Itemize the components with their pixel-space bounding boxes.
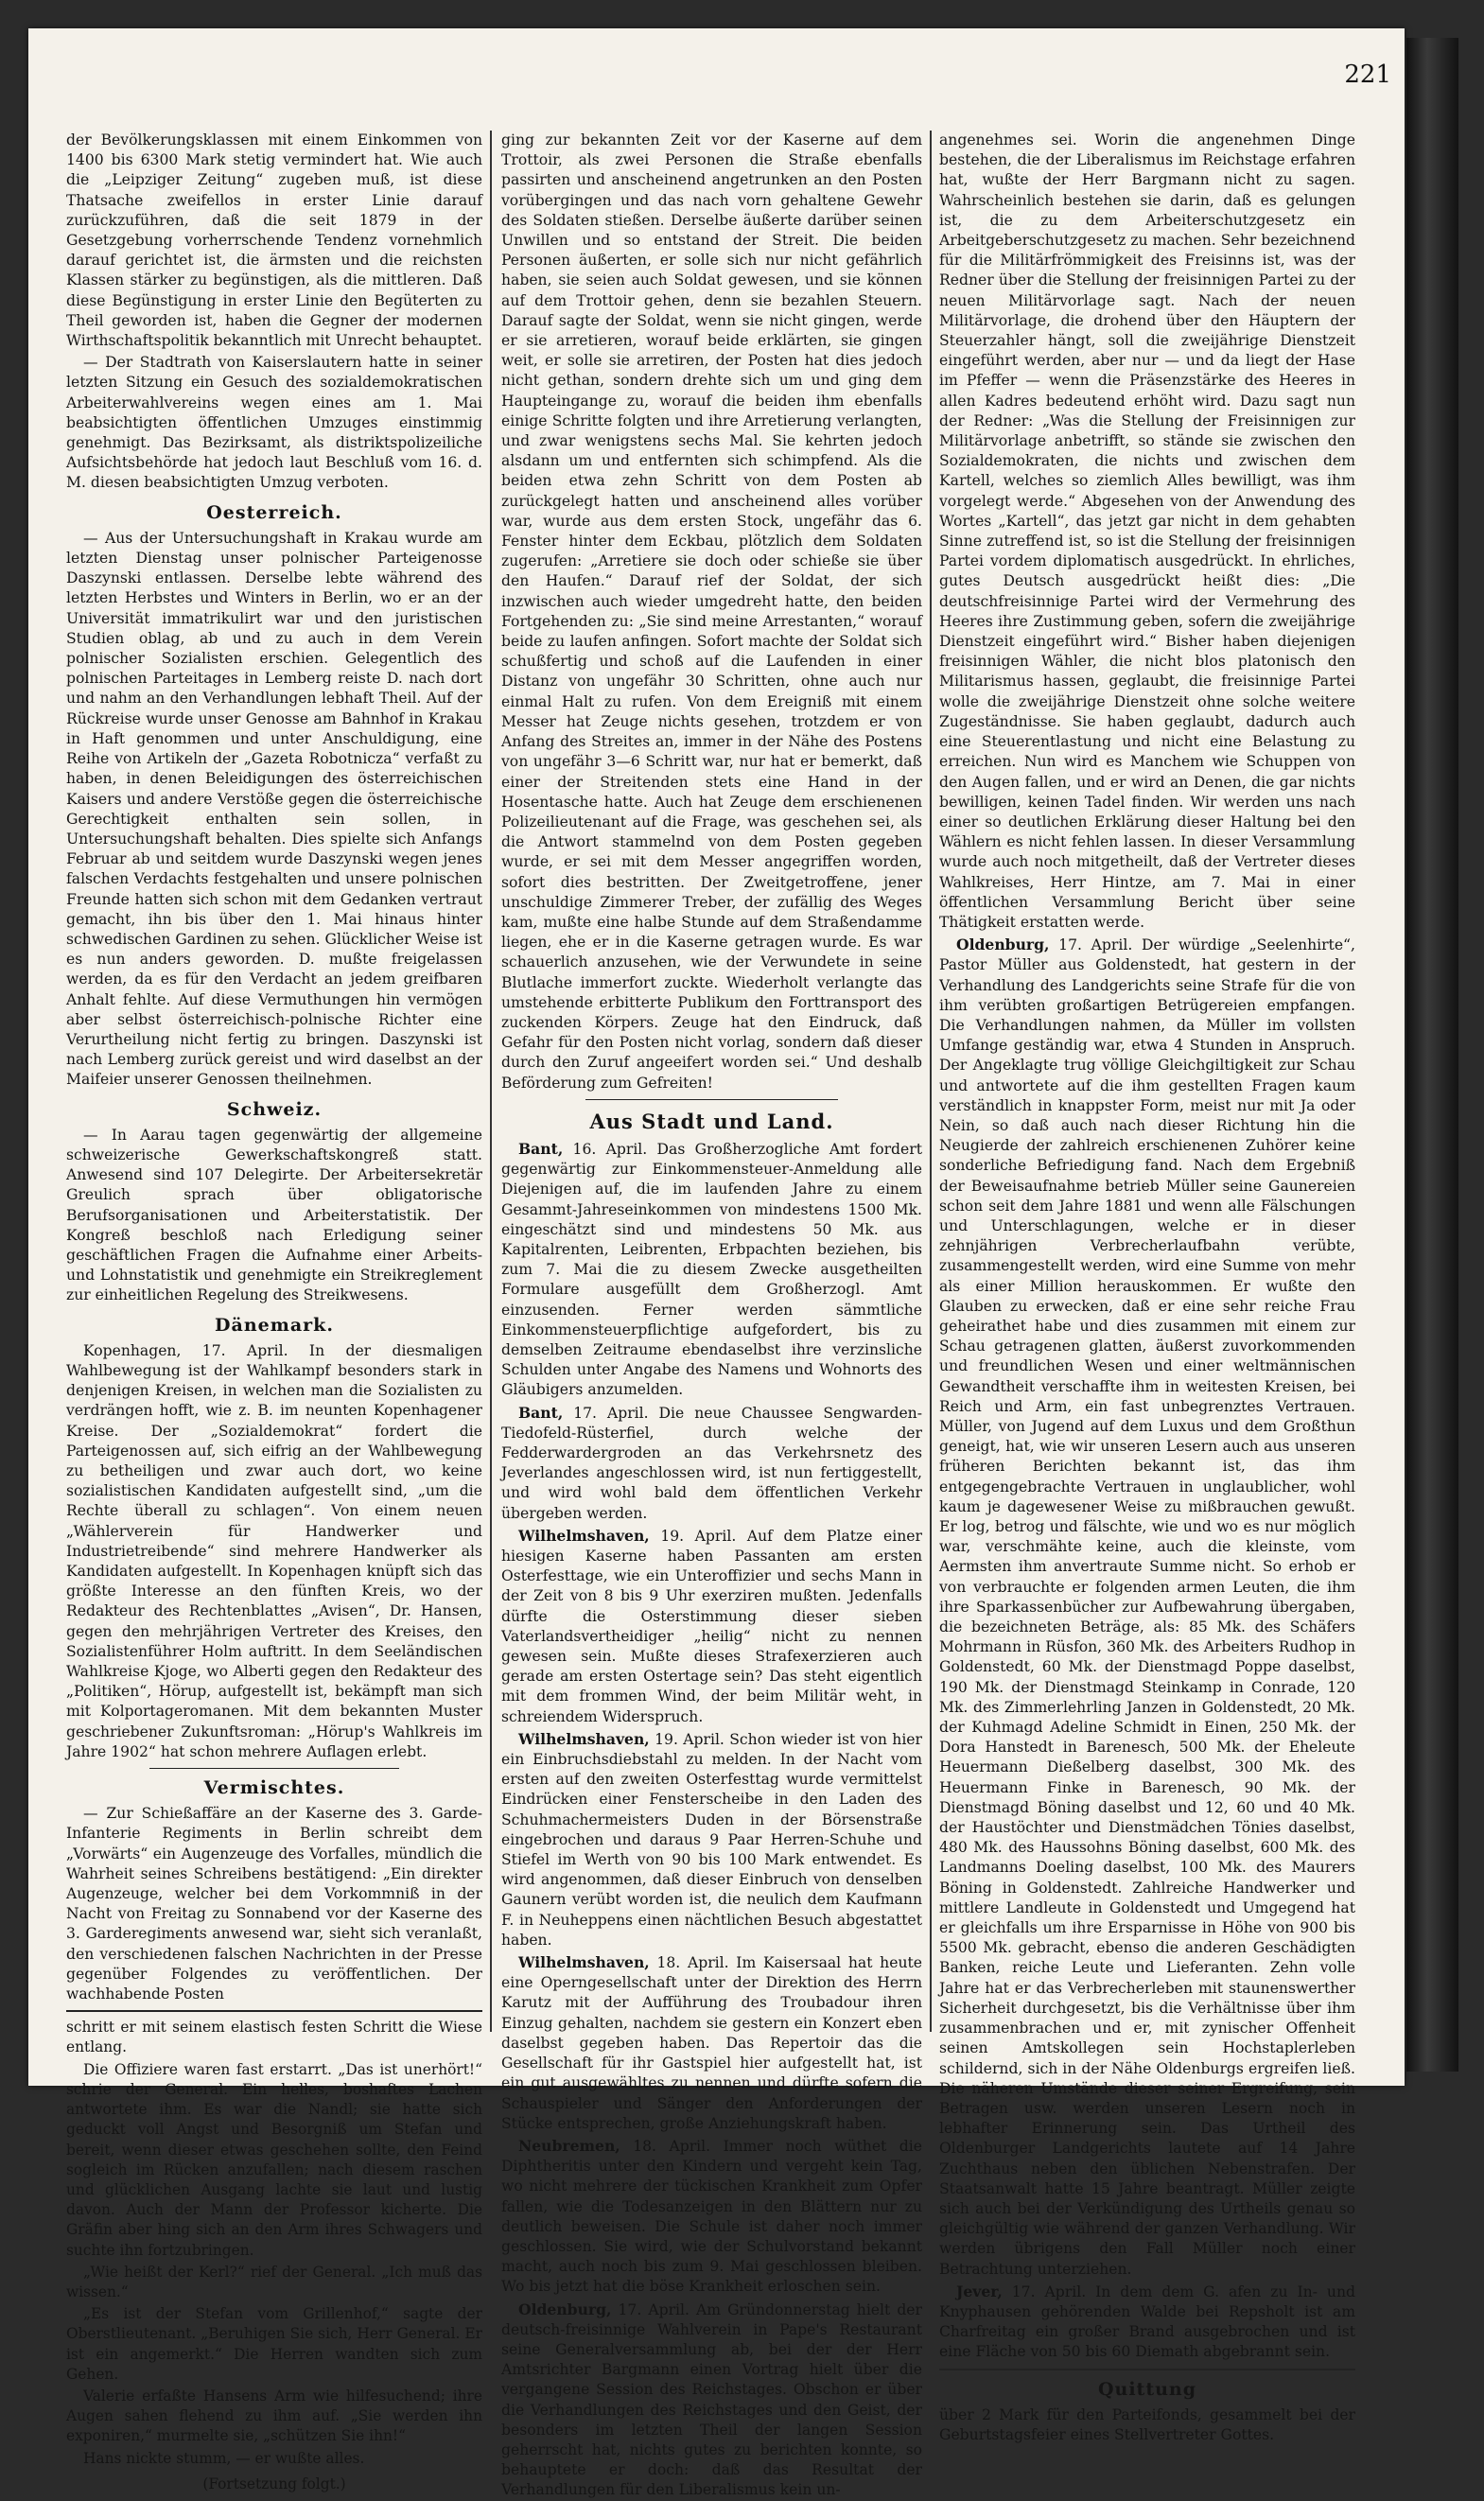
dateline: Wilhelmshaven, <box>518 1953 650 1972</box>
dateline: Bant, <box>518 1403 564 1422</box>
local-news-list <box>501 1139 922 2501</box>
feuilleton-paragraph: „Wie heißt der Kerl?“ rief der General. „Ich muß das wissen.“ <box>66 2263 482 2300</box>
dateline: Oldenburg, <box>956 936 1050 954</box>
separator <box>149 1768 399 1769</box>
local-news-item <box>501 1952 922 2134</box>
article-text: 17. April. In dem dem G. afen zu In- und Knyphausen gehörenden Walde bei Repsholt ist am Charfreitag ein großer Brand ausgebrochen und ist eine Fläche von 50 bis 60 Diemath abgebrannt sein. <box>939 2282 1355 2361</box>
heading-daenemark: Dänemark. <box>215 1314 334 1336</box>
article-text: 17. April. Der würdige „Seelenhirte“, Pastor Müller aus Goldenstedt, hat gestern in der Verhandlung des Landgerichts seine Strafe für die von ihm verübten großartigen Betrügereien empfangen. Die Verhandlungen nahmen, da Müller im vollsten Umfange geständig war, etwa 4 Stunden in Anspruch. Der Angeklagte trug völlige Gleichgiltigkeit zur Schau und antwortete auf die ihm gestellten Fragen kaum verständlich in knappster Form, meist nur mit Ja oder Nein, so daß auch nach dieser Richtung hin die Neugierde der zahlreich erschienenen Zuhörer keine sonderliche Befriedigung fand. Nach dem Ergebniß der Beweisaufnahme betrieb Müller seine Gaunereien schon seit dem Jahre 1881 und wenn alle Fälschungen und Unterschlagungen, welche er in dieser zehnjährigen Verbrecherlaufbahn verübte, zusammengestellt werden, wird eine Summe von mehr als einer Million herauskommen. Er wußte den Glauben zu erwecken, daß er eine sehr reiche Frau geheirathet habe und dies zusammen mit einem zur Schau getragenen glatten, äußerst zuvorkommenden und freundlichen Wesen und einer weltmännischen Gewandtheit verschaffte ihm in weitesten Kreisen, bei Reich und Arm, ein fast unbegrenztes Vertrauen. Müller, von Jugend auf dem Luxus und dem Großthun geneigt, hat, wie wir unseren Lesern auch aus unseren früheren Berichten bekannt ist, das ihm entgegengebrachte Vertrauen in unglaublicher, wohl kaum je dagewesener Weise zu mißbrauchen gewußt. Er log, betrog und fälschte, wie und wo es nur möglich war, verschmähte keine, auch die kleinste, vom Aermsten ihm anvertraute Summe nicht. So erhob er von verbrauchte er folgenden armen Leuten, die ihm ihre Sparkassenbücher zur Aufbewahrung übergaben, die bezeichneten Beträge, als: 85 Mk. des Schäfers Mohrmann in Rüsfon, 360 Mk. des Arbeiters Rudhop in Goldenstedt, 60 Mk. der Dienstmagd Poppe daselbst, 190 Mk. der Dienstmagd Steinkamp in Conrade, 120 Mk. des Zimmerlehrling Janzen in Goldenstedt, 20 Mk. der Kuhmagd Adeline Schmidt in Einen, 250 Mk. der Dora Hanstedt in Barenesch, 500 Mk. der Eheleute Heuermann Dießelberg daselbst, 300 Mk. des Heuermann Finke in Barenesch, 90 Mk. der Dienstmagd Böning daselbst und 12, 60 und 40 Mk. der Haustöchter und Dienstmädchen Tönies daselbst, 480 Mk. des Haussohns Böning daselbst, 600 Mk. des Landmanns Doeling daselbst, 100 Mk. des Maurers Böning in Goldenstedt. Zahlreiche Handwerker und mittlere Landleute in Goldenstedt und Umgegend hat er gleichfalls um ihre Ersparnisse in Höhe von 900 bis 5500 Mk. gebracht, ebenso die anderen Geschädigten Banken, reiche Leute und Lieferanten. Zehn volle Jahre hat er das Verbrecherleben mit staunenswerther Sicherheit durchgesetzt, bis die Verhältnisse über ihm zusammenbrachen und er, mit zynischer Offenheit seinen Amtskollegen sein Hochstaplerleben schildernd, sich in der Nähe Oldenburgs ergreifen ließ. Die näheren Umstände dieser seiner Ergreifung, sein Betragen usw. werden unseren Lesern noch in lebhafter Erinnerung sein. Das Urtheil des Oldenburger Landgerichts lautete auf 14 Jahre Zuchthaus neben den üblichen Nebenstrafen. Der Staatsanwalt hatte 15 Jahre beantragt. Müller zeigte sich auch bei der Verkündigung des Urtheils genau so gleichgültig wie während der ganzen Verhandlung. Wir werden übrigens den Fall Müller noch einer Betrachtung unterziehen. <box>939 936 1355 2278</box>
article-vermischtes: — Zur Schießaffäre an der Kaserne des 3. Garde-Infanterie Regiments in Berlin schreibt dem „Vorwärts“ ein Augenzeuge des Vorfalles, mündlich die Wahrheit seines Schreibens bestätigend: „Ein direkter Augenzeuge, welcher bei dem Vorkommniß in der Nacht von Freitag zu Sonnabend vor der Kaserne des 3. Garderegiments anwesend war, sieht sich veranlaßt, den verschiedenen falschen Nachrichten in der Presse gegenüber Folgendes zu veröffentlichen. Der wachhabende Posten <box>66 1805 482 2003</box>
column-rule-2 <box>930 131 932 2032</box>
article-text: 17. April. Die neue Chaussee Sengwarden-Tiedofeld-Rüsterfiel, durch welche der Fedderwardergroden an das Verkehrsnetz des Jeverlandes angeschlossen wird, ist nun fertiggestellt, und wird wohl bald dem öffentlichen Verkehr übergeben werden. <box>501 1404 922 1522</box>
article-schweiz: — In Aarau tagen gegenwärtig der allgemeine schweizerische Gewerkschaftskongreß statt. Anwesend sind 107 Delegirte. Der Arbeitersekretär Greulich sprach über obligatorische Berufsorganisationen und Arbeiterstatistik. Der Kongreß beschloß nach Erledigung seiner geschäftlichen Fragen die Aufnahme einer Arbeits- und Lohnstatistik und genehmigte ein Streikreglement zur einheitlichen Regelung des Streikwesens. <box>66 1126 482 1304</box>
local-news-item <box>501 1403 922 1524</box>
column-rule-1 <box>490 131 492 2032</box>
article-text: 17. April. Am Gründonnerstag hielt der deutsch-freisinnige Wahlverein in Pape's Restaurant seine Generalversammlung ab, bei der der Herr Amtsrichter Bargmann einen Vortrag hielt über die vergangene Session des Reichstages. Obschon er über die Verhandlungen des Reichstages und den Geist, der besonders im letzten Theil der langen Session geherrscht hat, nichts gutes zu berichten konnte, so behauptete er doch: daß das Resultat der Verhandlungen für den Liberalismus kein un- <box>501 2300 922 2499</box>
separator <box>939 2369 1355 2370</box>
dateline: Neubremen, <box>518 2136 620 2155</box>
feuilleton <box>66 2018 482 2494</box>
dateline: Wilhelmshaven, <box>518 1729 650 1748</box>
page-edge-shadow <box>1406 38 1458 2072</box>
separator <box>585 1099 838 1100</box>
feuilleton-paragraph: Valerie erfaßte Hansens Arm wie hilfesuchend; ihre Augen sahen flehend zu ihm auf. „Sie werden ihn exponiren,“ murmelte sie, „schützen Sie ihn!“ <box>66 2387 482 2445</box>
article-text: 19. April. Auf dem Platze einer hiesigen Kaserne haben Passanten am ersten Osterfesttage, wie ein Unteroffizier und sechs Mann in der Zeit von 8 bis 9 Uhr exerziren mußten. Jedenfalls dürfte die Osterstimmung dieser sieben Vaterlandsvertheidiger „heilig“ nicht zu nennen gewesen sein. Mußte dieses Strafexerzieren auch gerade am ersten Ostertage sein? Das steht eigentlich mit dem frommen Wind, der beim Militär weht, in schreiendem Widerspruch. <box>501 1527 922 1725</box>
column-1 <box>66 131 482 2492</box>
article-jever <box>939 2282 1355 2363</box>
dateline: Oldenburg, <box>518 2300 612 2318</box>
newspaper-page <box>28 28 1405 2499</box>
local-news-item <box>501 1729 922 1950</box>
feuilleton-paragraph: schritt er mit seinem elastisch festen Schritt die Wiese entlang. <box>66 2019 482 2056</box>
feuilleton-paragraph: Die Offiziere waren fast erstarrt. „Das ist unerhört!“ schrie der General. Ein helles, boshaftes Lachen antwortete ihm. Es war die Nandl; sie hatte sich geduckt voll Angst und Besorgniß um Stefan und bereit, wenn dieser etwas geschehen sollte, den Feind sogleich im Rücken anzufallen; nach diesem raschen und glücklichen Ausgang lachte sie laut und lustig davon. Auch der Mann der Professor kicherte. Die Gräfin aber hing sich an den Arm ihres Schwagers und suchte ihn fortzubringen. <box>66 2060 482 2259</box>
page-number: 221 <box>1344 61 1391 89</box>
feuilleton-rule <box>66 2010 482 2012</box>
article-text: 19. April. Schon wieder ist von hier ein Einbruchsdiebstahl zu melden. In der Nacht vom ersten auf den zweiten Osterfesttag wurde vermittelst Eindrücken einer Fensterscheibe in den Laden des Schuhmachermeisters Duden in der Börsenstraße eingebrochen und daraus 9 Paar Herren-Schuhe und Stiefel im Werth von 90 bis 100 Mark entwendet. Es wird angenommen, daß dieser Einbruch von denselben Gaunern verübt worden ist, die neulich dem Kaufmann F. in Neuheppens einen nächtlichen Besuch abgestattet haben. <box>501 1730 922 1949</box>
heading-vermischtes: Vermischtes. <box>203 1777 345 1799</box>
article-text: 16. April. Das Großherzogliche Amt fordert gegenwärtig zur Einkommensteuer-Anmeldung alle Diejenigen auf, die im laufenden Jahre zu einem Gesammt-Jahreseinkommen von mindestens 1500 Mk. eingeschätzt sind und mindestens 50 Mk. aus Kapitalrenten, Leibrenten, Erbpachten beziehen, bis zum 7. Mai die zu diesem Zwecke ausgetheilten Formulare ausgefüllt dem Großherzogl. Amt einzusenden. Ferner werden sämmtliche Einkommensteuerpflichtige aufgefordert, bis zu demselben Zeitraume ebendaselbst ihre verzinsliche Schulden unter Angabe des Namens und Wohnorts des Gläubigers anzumelden. <box>501 1140 922 1399</box>
local-news-item <box>501 2136 922 2298</box>
heading-schweiz: Schweiz. <box>226 1098 323 1120</box>
article-continuation: der Bevölkerungsklassen mit einem Einkommen von 1400 bis 6300 Mark stetig vermindert hat. Wie auch die „Leipziger Zeitung“ zugeben muß, ist diese Thatsache zweifellos in erster Linie darauf zurückzuführen, daß die seit 1879 in der Gesetzgebung vorherrschende Tendenz vornehmlich darauf gerichtet ist, die ärmsten und die reichsten Klassen stärker zu begünstigen, als die mittleren. Daß diese Begünstigung in erster Linie den Begüterten zu Theil geworden ist, haben die Gegner der modernen Wirthschaftspolitik bekanntlich mit Unrecht behauptet. <box>66 131 482 350</box>
heading-oesterreich: Oesterreich. <box>206 501 342 523</box>
dateline: Wilhelmshaven, <box>518 1526 650 1545</box>
article-continuation: ging zur bekannten Zeit vor der Kaserne auf dem Trottoir, als zwei Personen die Straße ebenfalls passirten und anscheinend angetrunken an den Posten vorübergingen und das nach vorn gehaltene Gewehr des Soldaten stießen. Derselbe äußerte darüber seinen Unwillen und so entstand der Streit. Die beiden Personen äußerten, er solle sich nur nicht gefährlich haben, sie seien auch Soldat gewesen, und sie können auf dem Trottoir gehen, denn sie bezahlen Steuern. Darauf sagte der Soldat, wenn sie nicht gingen, werde er sie arretieren, worauf beide erklärten, sie gingen weit, er solle sie arretiren, der Posten hat dies jedoch nicht gethan, sondern drehte sich um und ging dem Haupteingange zu, worauf die beiden ihm ebenfalls einige Schritte folgten und ihre Arretierung verlangten, und zwar wenigstens sechs Mal. Sie kehrten jedoch alsdann um und entfernten sich schimpfend. Als die beiden etwa zehn Schritt von dem Posten ab zurückgelegt hatten und anscheinend alles vorüber war, wurde aus dem ersten Stock, ungefähr das 6. Fenster hinter dem Eckbau, plötzlich dem Soldaten zugerufen: „Arretiere sie doch oder schieße sie über den Haufen.“ Darauf rief der Soldat, der sich inzwischen auch wieder umgedreht hatte, den beiden Fortgehenden zu: „Sie sind meine Arrestanten,“ worauf beide zu laufen anfingen. Sofort machte der Soldat sich schußfertig und schoß auf die Laufenden in einer Distanz von ungefähr 30 Schritten, ohne auch nur einmal Halt zu rufen. Von dem Ereigniß mit einem Messer hat Zeuge nichts gesehen, trotzdem er von Anfang des Streites an, immer in der Nähe des Postens von ungefähr 3—6 Schritt war, nur hat er bemerkt, daß einer der Streitenden stets eine Hand in der Hosentasche hatte. Auch hat Zeuge dem erschienenen Polizeilieutenant auf die Frage, was geschehen sei, als die Antwort stammelnd von dem Posten gegeben wurde, er sei mit dem Messer angegriffen worden, sofort dies bestritten. Der Zweitgetroffene, jener unschuldige Zimmerer Treber, der zufällig des Weges kam, mußte eine halbe Stunde auf dem Straßendamme liegen, ehe er in die Kaserne getragen wurde. Es war schauerlich anzusehen, wie der Verwundete in seine Blutlache immerfort zuckte. Wiederholt verlangte das umstehende erbitterte Publikum den Forttransport des zuckenden Körpers. Zeuge hat den Eindruck, daß Gefahr für den Posten nicht vorlag, sondern daß dieser durch den Zuruf angeeifert worden sei.“ Und deshalb Beförderung zum Gefreiten! <box>501 131 922 1092</box>
local-news-item <box>501 1526 922 1727</box>
article-oesterreich: — Aus der Untersuchungshaft in Krakau wurde am letzten Dienstag unser polnischer Parteigenosse Daszynski entlassen. Derselbe lebte während des letzten Herbstes und Winters in Berlin, wo er an der Universität immatrikulirt war und den juristischen Studien oblag, ab und zu auch in dem Verein polnischer Sozialisten erschien. Gelegentlich des polnischen Parteitages in Lemberg reiste D. nach dort und nahm an den Verhandlungen lebhaft Theil. Auf der Rückreise wurde unser Genosse am Bahnhof in Krakau in Haft genommen und unter Anschuldigung, eine Reihe von Artikeln der „Gazeta Robotnicza“ verfaßt zu haben, in denen Beleidigungen des österreichischen Kaisers und andere Verstöße gegen die österreichische Gerechtigkeit enthalten sein sollen, in Untersuchungshaft behalten. Dies spielte sich Anfangs Februar ab und seitdem wurde Daszynski wegen jenes falschen Verdachts festgehalten und unsere polnischen Freunde hatten sich schon mit dem Gedanken vertraut gemacht, ihn bis über den 1. Mai hinaus hinter schwedischen Gardinen zu sehen. Glücklicher Weise ist es nun anders geworden. D. mußte freigelassen werden, da es für den Verdacht an jedem greifbaren Anhalt fehlte. Auf diese Vermuthungen hin vermögen aber selbst österreichisch-polnische Richter eine Verurtheilung nicht fertig zu bringen. Daszynski ist nach Lemberg zurück gereist und wird daselbst an der Maifeier unserer Genossen theilnehmen. <box>66 529 482 1089</box>
article-quittung: über 2 Mark für den Parteifonds, gesammelt bei der Geburtstagsfeier eines Stellvertreter Gottes. <box>939 2405 1355 2443</box>
article-daenemark: Kopenhagen, 17. April. In der diesmaligen Wahlbewegung ist der Wahlkampf besonders stark in denjenigen Kreisen, in welchen man die Sozialisten zu verdrängen hofft, wie z. B. im neunten Kopenhagener Kreise. Der „Sozialdemokrat“ fordert die Parteigenossen auf, sich eifrig an der Wahlbewegung zu betheiligen und zwar auch dort, wo keine sozialistischen Kandidaten aufgestellt sind, „um die Rechte überall zu schlagen“. Von einem neuen „Wählerverein für Handwerker und Industrietreibende“ sind mehrere Handwerker als Kandidaten aufgestellt. In Kopenhagen knüpft sich das größte Interesse an den fünften Kreis, wo der Redakteur des Rechtenblattes „Avisen“, Dr. Hansen, gegen den mehrjährigen Vertreter des Kreises, den Sozialistenführer Holm auftritt. In dem Seeländischen Wahlkreise Kjoge, wo Alberti gegen den Redakteur des „Politiken“, Hörup, aufgestellt ist, bekämpft man sich mit Kolportageromanen. Mit dem bekannten Muster geschriebener Zukunftsroman: „Hörup's Wahlkreis im Jahre 1902“ hat schon mehrere Auflagen erlebt. <box>66 1341 482 1760</box>
feuilleton-paragraph: „Es ist der Stefan vom Grillenhof,“ sagte der Oberstlieutenant. „Beruhigen Sie sich, Herr General. Er ist ein angemerkt.“ Die Herren wandten sich zum Gehen. <box>66 2305 482 2383</box>
continuation-note: (Fortsetzung folgt.) <box>202 2475 346 2492</box>
article-text: 18. April. Immer noch wüthet die Diphtheritis unter den Kindern und vergeht kein Tag, wo nicht mehrere der tückischen Krankheit zum Opfer fallen, wie die Todesanzeigen in den Blättern nur zu deutlich beweisen. Die Schule ist daher noch immer geschlossen. Sie wird, wie der Schulvorstand bekannt macht, auch noch bis zum 9. Mai geschlossen bleiben. Wo bis jetzt hat die böse Krankheit erloschen sein. <box>501 2137 922 2296</box>
heading-quittung: Quittung <box>1097 2378 1197 2400</box>
article-text: 18. April. Im Kaisersaal hat heute eine Operngesellschaft unter der Direktion des Herrn Karutz mit der Aufführung des Troubadour ihren Einzug gehalten, nachdem sie gestern ein Konzert eben daselbst gegeben haben. Das Repertoir das die Gesellschaft für ihr Gastspiel hier aufgestellt hat, ist ein gut ausgewähltes zu nennen und dürfte sofern die Schauspieler und Sänger den Anforderungen der Stücke entsprechen, große Anziehungskraft haben. <box>501 1954 922 2132</box>
article-kaiserslautern: — Der Stadtrath von Kaiserslautern hatte in seiner letzten Sitzung ein Gesuch des sozialdemokratischen Arbeiterwahlvereins wegen eines am 1. Mai beabsichtigten öffentlichen Umzuges einstimmig genehmigt. Das Bezirksamt, als distriktspolizeiliche Aufsichtsbehörde hat jedoch laut Beschluß vom 16. d. M. diesen beabsichtigten Umzug verboten. <box>66 354 482 492</box>
feuilleton-paragraph: Hans nickte stumm, — er wußte alles. <box>83 2449 365 2467</box>
column-2 <box>501 131 922 2499</box>
dateline: Bant, <box>518 1139 564 1158</box>
column-3 <box>939 131 1355 2443</box>
local-news-item <box>501 2300 922 2501</box>
dateline: Jever, <box>956 2282 1003 2300</box>
heading-aus-stadt-und-land: Aus Stadt und Land. <box>589 1109 834 1133</box>
article-continuation: angenehmes sei. Worin die angenehmen Dinge bestehen, die der Liberalismus im Reichstage erfahren hat, wußte der Herr Bargmann nicht zu sagen. Wahrscheinlich bestehen sie darin, daß es gelungen ist, die zu dem Arbeiterschutzgesetz ein Arbeitgeberschutzgesetz zu machen. Sehr bezeichnend für die Militärfrömmigkeit des Freisinns ist, was der Redner über die Stellung der freisinnigen Partei zu der neuen Militärvorlage sagt. Nach der neuen Militärvorlage, die drohend über den Häuptern der Steuerzahler hängt, soll die zweijährige Dienstzeit eingeführt werden, aber nur — und da liegt der Hase im Pfeffer — wenn die Präsenzstärke des Heeres in allen Kadres bedeutend erhöht wird. Dazu sagt nun der Redner: „Was die Stellung der Freisinnigen zur Militärvorlage anbetrifft, so stände sie zwischen den Sozialdemokraten, die nichts und zwischen dem Kartell, welches so ziemlich Alles bewilligt, was ihm vorgelegt werde.“ Abgesehen von der Anwendung des Wortes „Kartell“, das jetzt gar nicht in dem gehabten Sinne zutreffend ist, so ist die Stellung der freisinnigen Partei vordem diplomatisch ausgedrückt. In ehrliches, gutes Deutsch ausgedrückt heißt dies: „Die deutschfreisinnige Partei wird der Vermehrung des Heeres ihre Zustimmung geben, sofern die zweijährige Dienstzeit eingeführt wird.“ Bisher haben diejenigen freisinnigen Wähler, die nicht blos platonisch den Militarismus hassen, geglaubt, die freisinnige Partei wolle die zweijährige Dienstzeit ohne solche weitere Zugeständnisse. Sie haben geglaubt, dadurch auch eine Steuerentlastung und nicht eine Belastung zu erreichen. Nun wird es Manchem wie Schuppen von den Augen fallen, und er wird an Denen, die gar nichts bewilligen, keinen Tadel finden. Wir werden uns nach einer so deutlichen Erklärung dieser Haltung bei den Wählern es nicht fehlen lassen. In dieser Versammlung wurde auch noch mitgetheilt, daß der Vertreter dieses Wahlkreises, Herr Hintze, am 7. Mai in einer öffentlichen Versammlung Bericht über seine Thätigkeit erstatten werde. <box>939 131 1355 931</box>
local-news-item <box>501 1139 922 1401</box>
article-oldenburg <box>939 935 1355 2280</box>
